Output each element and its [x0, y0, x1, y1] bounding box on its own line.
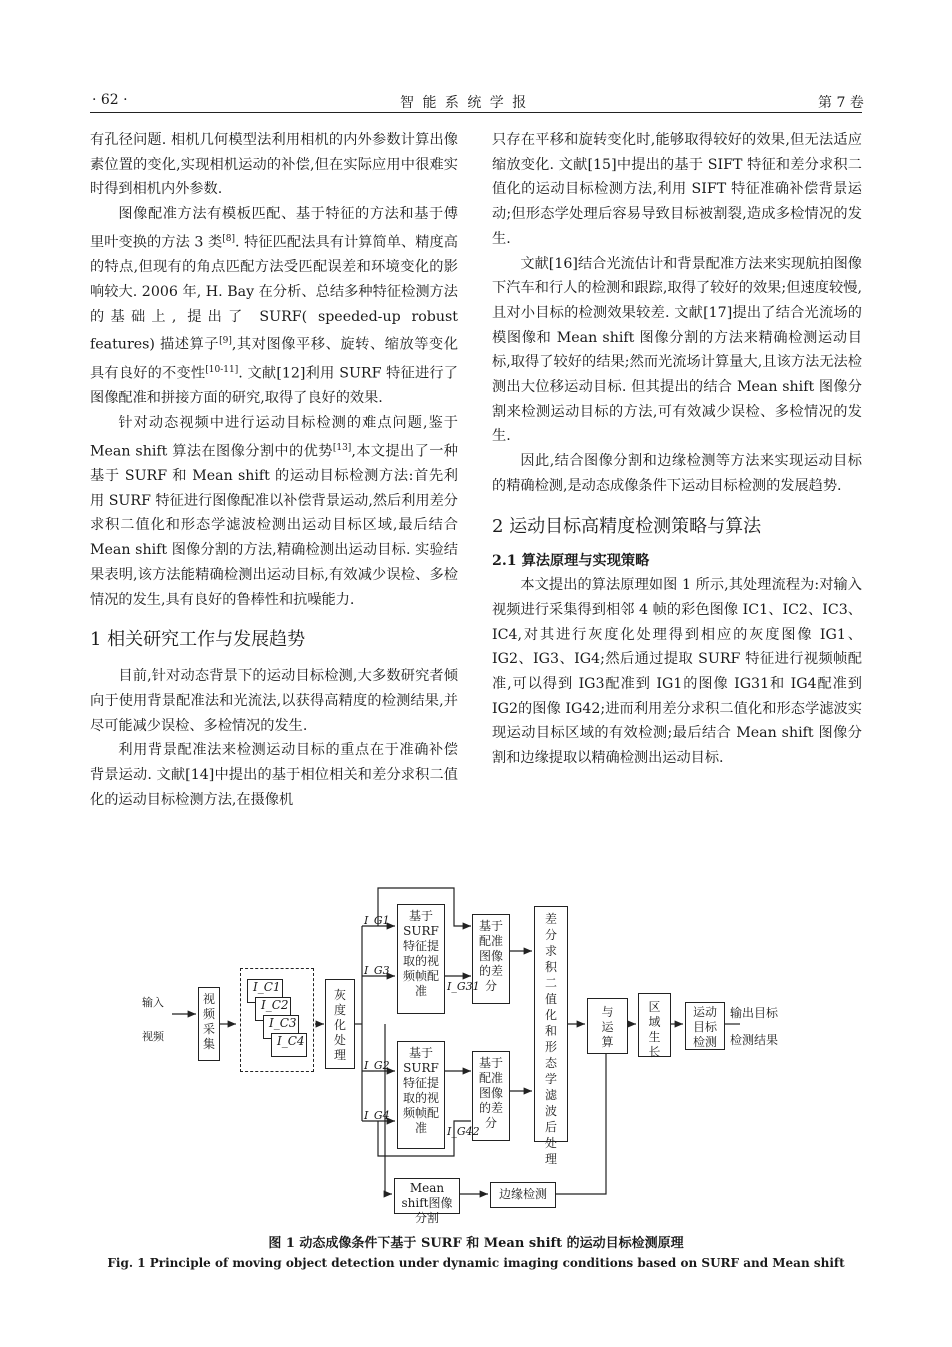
section-heading: 2 运动目标高精度检测策略与算法 [492, 515, 762, 537]
output-result-label: 检测结果 [730, 1033, 779, 1047]
paragraph: 针对动态视频中进行运动目标检测的难点问题,鉴于 Mean shift 算法在图像分割中的优势[13],本文提出了一种基于 SURF 和 Mean shift 的运动目标检测方法:首先利用 SURF 特征进行图像配准以补偿背景运动,然后利用差分求积二值化和形态学滤波检测出运动目标区域,最后结合 Mean shift 图像分割的方法,精确检测出运动目标. 实验结果表明,该方法能精确检测出运动目标,有效减少误检、多检情况的发生,具有良好的鲁棒性和抗噪能力. [90, 414, 458, 608]
and-operation-box: 与运算 [587, 998, 628, 1054]
flow-diagram [142, 876, 800, 1225]
output-label: 输出目标 [730, 1006, 779, 1020]
frame-box: I_C4 [271, 1033, 307, 1057]
edge-detection-box: 边缘检测 [490, 1182, 556, 1208]
frame-box: I_C2 [255, 997, 291, 1021]
target-detection-box: 运动目标检测 [685, 1002, 725, 1050]
surf-registration-box-top: 基于SURF特征提取的视频帧配准 [397, 904, 445, 1014]
right-column [492, 128, 862, 771]
meanshift-box: Mean shift图像分割 [394, 1178, 460, 1214]
figure-caption-en: Fig. 1 Principle of moving object detection under dynamic imaging conditions based on SURF and Mean shift [107, 1256, 845, 1270]
paragraph: 有孔径问题. 相机几何模型法利用相机的内外参数计算出像素位置的变化,实现相机运动的补偿,但在实际应用中很难实时得到相机内外参数. [90, 132, 458, 198]
video-label: 视频 [142, 1030, 164, 1043]
signal-label: I_G4 [364, 1109, 390, 1122]
figure-caption-cn: 图 1 动态成像条件下基于 SURF 和 Mean shift 的运动目标检测原理 [268, 1236, 684, 1251]
region-growing-box: 区域生长 [638, 993, 671, 1057]
paragraph: 本文提出的算法原理如图 1 所示,其处理流程为:对输入视频进行采集得到相邻 4 帧的彩色图像 IC1、IC2、IC3、IC4,对其进行灰度化处理得到相应的灰度图像 IG1、IG2、IG3、IG4;然后通过提取 SURF 特征进行视频帧配准,可以得到 IG3配准到 IG1的图像 IG31和 IG4配准到 IG2的图像 IG42;进而利用差分求积二值化和形态学滤波实现运动目标区域的有效检测;最后结合 Mean shift 图像分割和边缘提取以精确检测出运动目标. [492, 577, 862, 767]
signal-label: I_G3 [364, 964, 390, 977]
left-column [90, 128, 458, 813]
paragraph: 文献[16]结合光流估计和背景配准方法来实现航拍图像下汽车和行人的检测和跟踪,取得了较好的效果;但速度较慢,且对小目标的检测效果较差. 文献[17]提出了结合光流场的模图像和 Mean shift 图像分割的方法来精确检测运动目标,取得了较好的结果;然而光流场计算量大,且该方法无法检测出大位移运动目标. 但其提出的结合 Mean shift 图像分割来检测运动目标的方法,可有效减少误检、多检情况的发生. [492, 255, 862, 445]
diff-box-top: 基于配准图像的差分 [472, 914, 510, 1004]
section-heading: 1 相关研究工作与发展趋势 [90, 629, 306, 651]
frame-box: I_C1 [247, 979, 283, 1003]
signal-label: I_G1 [364, 914, 390, 927]
paragraph: 图像配准方法有模板匹配、基于特征的方法和基于傅里叶变换的方法 3 类[8]. 特征匹配法具有计算简单、精度高的特点,但现有的角点匹配方法受匹配误差和环境变化的影响较大. 2006 年, H. Bay 在分析、总结多种特征检测方法的基础上, 提出了 SURF( speeded-up robust features) 描述算子[9],其对图像平移、旋转、缩放等变化具有良好的不变性[10-11]. 文献[12]利用 SURF 特征进行了图像配准和拼接方面的研究,取得了良好的效果. [90, 206, 459, 407]
signal-label: I_G42 [447, 1125, 480, 1138]
paragraph: 只存在平移和旋转变化时,能够取得较好的效果,但无法适应缩放变化. 文献[15]中提出的基于 SIFT 特征和差分求积二值化的运动目标检测方法,利用 SIFT 特征准确补偿背景运动;但形态学处理后容易导致目标被割裂,造成多检情况的发生. [492, 132, 862, 247]
subsection-heading: 2.1 算法原理与实现策略 [492, 552, 650, 569]
surf-registration-box-bottom: 基于SURF特征提取的视频帧配准 [397, 1041, 445, 1149]
paragraph: 因此,结合图像分割和边缘检测等方法来实现运动目标的精确检测,是动态成像条件下运动目标检测的发展趋势. [492, 453, 862, 494]
grayscale-box: 灰度化处理 [325, 979, 355, 1069]
signal-label: I_G2 [364, 1059, 390, 1072]
frame-box: I_C3 [263, 1015, 299, 1039]
signal-label: I_G31 [447, 980, 480, 993]
paragraph: 目前,针对动态背景下的运动目标检测,大多数研究者倾向于使用背景配准法和光流法,以获得高精度的检测结果,并尽可能减少误检、多检情况的发生. [90, 668, 458, 734]
volume-label: 第 7 卷 [818, 95, 864, 111]
header-rule [90, 112, 862, 113]
video-acquisition-box: 视频采集 [198, 987, 220, 1061]
diffprod-morph-box: 差分求积二值化和形态学滤波后处理 [534, 906, 568, 1142]
input-label: 输入 [142, 996, 164, 1009]
diff-box-bottom: 基于配准图像的差分 [472, 1051, 510, 1141]
journal-name: 智 能 系 统 学 报 [400, 95, 529, 111]
page-number: · 62 · [92, 92, 128, 108]
paragraph: 利用背景配准法来检测运动目标的重点在于准确补偿背景运动. 文献[14]中提出的基于相位相关和差分求积二值化的运动目标检测方法,在摄像机 [90, 742, 458, 808]
